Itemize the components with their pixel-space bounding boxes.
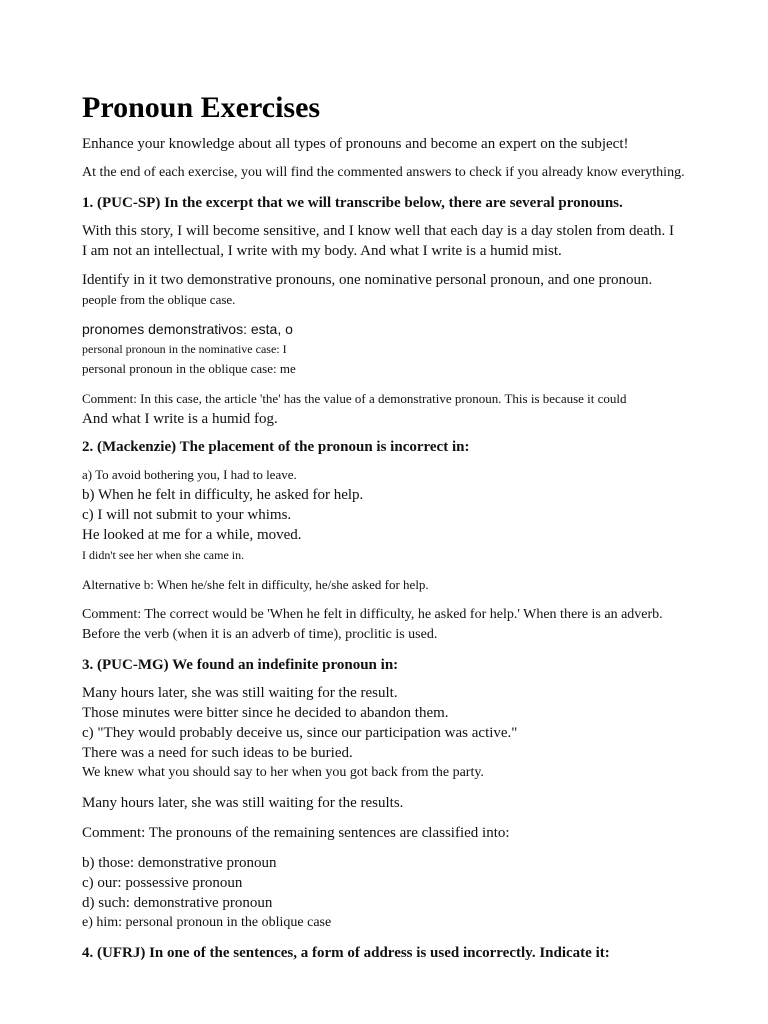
question-2-heading: 2. (Mackenzie) The placement of the pronoun is incorrect in: — [82, 439, 470, 455]
instructions-note: At the end of each exercise, you will find the commented answers to check if you already know everything. — [82, 165, 685, 180]
question-2-answer: Alternative b: When he/she felt in difficulty, he/she asked for help. — [82, 577, 429, 592]
question-3-option: Many hours later, she was still waiting for the result. — [82, 685, 398, 701]
question-2-comment: Before the verb (when it is an adverb of time), proclitic is used. — [82, 627, 438, 642]
question-1-answer: pronomes demonstrativos: esta, o — [82, 321, 293, 337]
question-1-heading: 1. (PUC-SP) In the excerpt that we will transcribe below, there are several pronouns. — [82, 195, 623, 211]
question-3-classification: b) those: demonstrative pronoun — [82, 855, 277, 871]
question-4-heading: 4. (UFRJ) In one of the sentences, a form of address is used incorrectly. Indicate it: — [82, 945, 610, 961]
question-3-classification: e) him: personal pronoun in the oblique case — [82, 915, 332, 930]
question-1-passage-line: With this story, I will become sensitive, and I know well that each day is a day stolen from death. I — [82, 223, 675, 239]
page-title: Pronoun Exercises — [82, 91, 321, 124]
question-1-answer: personal pronoun in the nominative case: I — [82, 342, 287, 356]
document-page — [82, 86, 702, 963]
question-3-answer: Many hours later, she was still waiting for the results. — [82, 795, 404, 811]
question-3-classification: d) such: demonstrative pronoun — [82, 895, 273, 911]
question-2-option: c) I will not submit to your whims. — [82, 507, 292, 523]
question-1-comment: Comment: In this case, the article 'the' has the value of a demonstrative pronoun. This is because it could — [82, 391, 627, 406]
question-2-option: He looked at me for a while, moved. — [82, 527, 302, 543]
question-3-classification: c) our: possessive pronoun — [82, 875, 243, 891]
question-2-option: I didn't see her when she came in. — [82, 548, 245, 562]
question-1-comment: And what I write is a humid fog. — [82, 411, 278, 427]
intro-text: Enhance your knowledge about all types of pronouns and become an expert on the subject! — [82, 136, 629, 152]
question-1-answer: personal pronoun in the oblique case: me — [82, 361, 296, 376]
question-3-option: We knew what you should say to her when you got back from the party. — [82, 765, 484, 780]
question-1-prompt: people from the oblique case. — [82, 292, 236, 307]
question-1-passage-line: I am not an intellectual, I write with my body. And what I write is a humid mist. — [82, 243, 562, 259]
question-3-option: There was a need for such ideas to be buried. — [82, 745, 353, 761]
question-2-comment: Comment: The correct would be 'When he felt in difficulty, he asked for help.' When there is an adverb. — [82, 607, 663, 622]
question-3-option: Those minutes were bitter since he decided to abandon them. — [82, 705, 449, 721]
question-3-heading: 3. (PUC-MG) We found an indefinite pronoun in: — [82, 657, 399, 673]
question-3-comment: Comment: The pronouns of the remaining sentences are classified into: — [82, 825, 510, 841]
question-2-option: a) To avoid bothering you, I had to leave. — [82, 467, 297, 482]
question-3-option: c) "They would probably deceive us, since our participation was active." — [82, 725, 518, 741]
question-1-prompt: Identify in it two demonstrative pronouns, one nominative personal pronoun, and one pronoun. — [82, 272, 653, 288]
question-2-option: b) When he felt in difficulty, he asked for help. — [82, 487, 364, 503]
